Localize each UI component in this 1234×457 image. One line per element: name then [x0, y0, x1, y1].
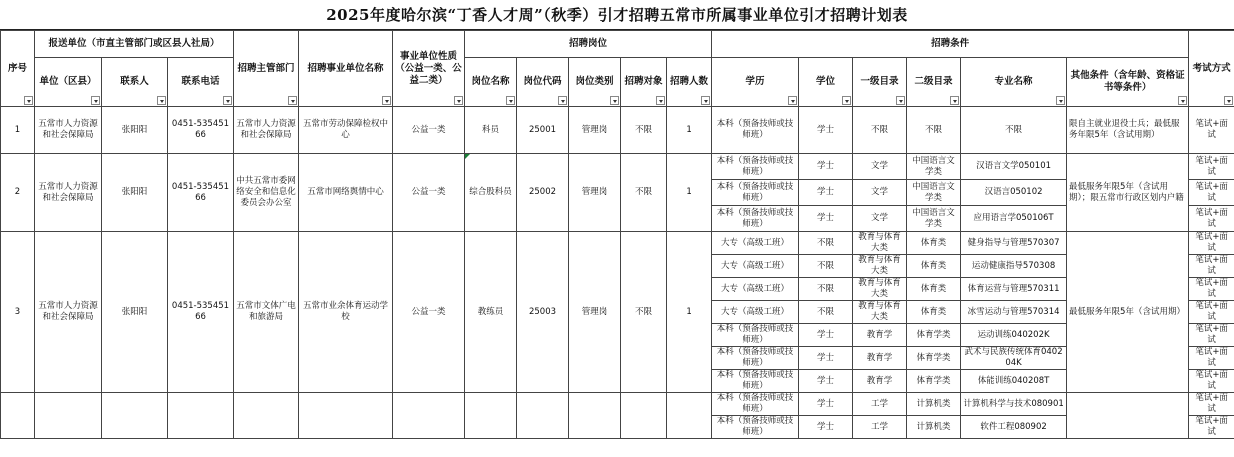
table-row	[1, 107, 1234, 154]
major-cell[interactable]: 运动训练040202K	[961, 324, 1067, 347]
major-cell[interactable]: 武术与民族传统体育040204K	[961, 347, 1067, 370]
edu-cell[interactable]: 本科（预备技师或技师班）	[712, 107, 799, 154]
header-dept: 招聘主管部门	[234, 31, 299, 107]
inst-cell[interactable]: 五常市网络舆情中心	[299, 154, 393, 232]
pos-type-cell[interactable]: 管理岗	[569, 107, 621, 154]
filter-dropdown-icon[interactable]	[896, 96, 905, 105]
header-inst: 招聘事业单位名称	[299, 31, 393, 107]
lvl1-cell[interactable]: 教育与体育大类	[853, 232, 907, 255]
filter-dropdown-icon[interactable]	[558, 96, 567, 105]
lvl1-cell[interactable]: 工学	[853, 416, 907, 439]
pos-type-cell[interactable]: 管理岗	[569, 154, 621, 232]
pos-name-cell[interactable]	[465, 393, 517, 439]
filter-dropdown-icon[interactable]	[91, 96, 100, 105]
dept-cell[interactable]: 中共五常市委网络安全和信息化委员会办公室	[234, 154, 299, 232]
sheet-title: 2025年度哈尔滨“丁香人才周”（秋季）引才招聘五常市所属事业单位引才招聘计划表	[0, 0, 1234, 30]
major-cell[interactable]: 计算机科学与技术080901	[961, 393, 1067, 416]
nature-cell[interactable]: 公益一类	[393, 154, 465, 232]
dept-cell[interactable]	[234, 393, 299, 439]
pos-code-cell[interactable]: 25003	[517, 232, 569, 393]
edu-cell[interactable]: 本科（预备技师或技师班）	[712, 347, 799, 370]
degree-cell[interactable]: 学士	[799, 206, 853, 232]
header-pos-name: 岗位名称	[465, 58, 517, 107]
header-lvl2: 二级目录	[907, 58, 961, 107]
target-cell[interactable]	[621, 393, 667, 439]
pos-type-cell[interactable]: 管理岗	[569, 232, 621, 393]
pos-code-cell[interactable]	[517, 393, 569, 439]
header-other: 其他条件（含年龄、资格证书等条件）	[1067, 58, 1189, 107]
header-pos-group: 招聘岗位	[465, 31, 712, 58]
filter-dropdown-icon[interactable]	[701, 96, 710, 105]
inst-cell[interactable]	[299, 393, 393, 439]
count-cell[interactable]: 1	[667, 107, 712, 154]
degree-cell[interactable]: 学士	[799, 347, 853, 370]
table-row	[1, 154, 1234, 180]
major-cell[interactable]: 不限	[961, 107, 1067, 154]
major-cell[interactable]: 应用语言学050106T	[961, 206, 1067, 232]
exam-cell[interactable]: 笔试+面试	[1189, 206, 1234, 232]
filter-dropdown-icon[interactable]	[656, 96, 665, 105]
header-seq: 序号	[1, 31, 35, 107]
contact-cell[interactable]: 张阳阳	[102, 232, 168, 393]
pos-name-cell[interactable]: 教练员	[465, 232, 517, 393]
seq-cell[interactable]: 1	[1, 107, 35, 154]
lvl2-cell[interactable]: 体育类	[907, 301, 961, 324]
exam-cell[interactable]: 笔试+面试	[1189, 154, 1234, 180]
table-row	[1, 393, 1234, 416]
lvl2-cell[interactable]: 体育类	[907, 255, 961, 278]
degree-cell[interactable]: 不限	[799, 278, 853, 301]
count-cell[interactable]	[667, 393, 712, 439]
seq-cell[interactable]: 2	[1, 154, 35, 232]
contact-cell[interactable]: 张阳阳	[102, 107, 168, 154]
exam-cell[interactable]: 笔试+面试	[1189, 107, 1234, 154]
major-cell[interactable]: 冰雪运动与管理570314	[961, 301, 1067, 324]
edu-cell[interactable]: 本科（预备技师或技师班）	[712, 324, 799, 347]
nature-cell[interactable]	[393, 393, 465, 439]
pos-type-cell[interactable]	[569, 393, 621, 439]
edu-cell[interactable]: 本科（预备技师或技师班）	[712, 416, 799, 439]
pos-code-cell[interactable]: 25001	[517, 107, 569, 154]
lvl2-cell[interactable]: 体育学类	[907, 324, 961, 347]
lvl2-cell[interactable]: 体育类	[907, 232, 961, 255]
filter-dropdown-icon[interactable]	[1178, 96, 1187, 105]
edu-cell[interactable]: 本科（预备技师或技师班）	[712, 370, 799, 393]
exam-cell[interactable]: 笔试+面试	[1189, 232, 1234, 255]
header-exam: 考试方式	[1189, 31, 1234, 107]
header-report-group: 报送单位（市直主管部门或区县人社局）	[35, 31, 234, 58]
header-phone: 联系电话	[168, 58, 234, 107]
exam-cell[interactable]: 笔试+面试	[1189, 416, 1234, 439]
filter-dropdown-icon[interactable]	[288, 96, 297, 105]
phone-cell[interactable]	[168, 393, 234, 439]
other-cell[interactable]: 最低服务年限5年（含试用期）	[1067, 232, 1189, 393]
filter-dropdown-icon[interactable]	[1224, 96, 1233, 105]
filter-dropdown-icon[interactable]	[506, 96, 515, 105]
unit-cell[interactable]: 五常市人力资源和社会保障局	[35, 107, 102, 154]
exam-cell[interactable]: 笔试+面试	[1189, 324, 1234, 347]
table-row	[1, 232, 1234, 255]
header-unit: 单位（区县）	[35, 58, 102, 107]
phone-cell[interactable]: 0451-53545166	[168, 154, 234, 232]
lvl1-cell[interactable]: 教育学	[853, 370, 907, 393]
filter-dropdown-icon[interactable]	[610, 96, 619, 105]
filter-dropdown-icon[interactable]	[1056, 96, 1065, 105]
header-count: 招聘人数	[667, 58, 712, 107]
count-cell[interactable]: 1	[667, 154, 712, 232]
table-body	[1, 107, 1234, 439]
unit-cell[interactable]: 五常市人力资源和社会保障局	[35, 232, 102, 393]
lvl1-cell[interactable]: 不限	[853, 107, 907, 154]
lvl2-cell[interactable]: 中国语言文学类	[907, 206, 961, 232]
major-cell[interactable]: 汉语言文学050101	[961, 154, 1067, 180]
contact-cell[interactable]: 张阳阳	[102, 154, 168, 232]
seq-cell[interactable]: 3	[1, 232, 35, 393]
degree-cell[interactable]: 学士	[799, 393, 853, 416]
recruitment-table	[0, 30, 1234, 439]
target-cell[interactable]: 不限	[621, 232, 667, 393]
lvl2-cell[interactable]: 体育类	[907, 278, 961, 301]
filter-dropdown-icon[interactable]	[223, 96, 232, 105]
header-pos-code: 岗位代码	[517, 58, 569, 107]
phone-cell[interactable]: 0451-53545166	[168, 232, 234, 393]
edu-cell[interactable]: 大专（高级工班）	[712, 301, 799, 324]
degree-cell[interactable]: 学士	[799, 370, 853, 393]
header-pos-type: 岗位类别	[569, 58, 621, 107]
inst-cell[interactable]: 五常市业余体育运动学校	[299, 232, 393, 393]
exam-cell[interactable]: 笔试+面试	[1189, 278, 1234, 301]
lvl2-cell[interactable]: 计算机类	[907, 416, 961, 439]
edu-cell[interactable]: 大专（高级工班）	[712, 278, 799, 301]
nature-cell[interactable]: 公益一类	[393, 232, 465, 393]
target-cell[interactable]: 不限	[621, 154, 667, 232]
degree-cell[interactable]: 学士	[799, 154, 853, 180]
degree-cell[interactable]: 学士	[799, 324, 853, 347]
target-cell[interactable]: 不限	[621, 107, 667, 154]
lvl1-cell[interactable]: 教育与体育大类	[853, 278, 907, 301]
other-cell[interactable]	[1067, 393, 1189, 439]
dept-cell[interactable]: 五常市文体广电和旅游局	[234, 232, 299, 393]
degree-cell[interactable]: 不限	[799, 232, 853, 255]
filter-dropdown-icon[interactable]	[157, 96, 166, 105]
lvl1-cell[interactable]: 教育与体育大类	[853, 255, 907, 278]
edu-cell[interactable]: 本科（预备技师或技师班）	[712, 154, 799, 180]
degree-cell[interactable]: 学士	[799, 180, 853, 206]
exam-cell[interactable]: 笔试+面试	[1189, 301, 1234, 324]
filter-dropdown-icon[interactable]	[24, 96, 33, 105]
major-cell[interactable]: 汉语言050102	[961, 180, 1067, 206]
other-cell[interactable]: 限自主就业退役士兵；最低服务年限5年（含试用期）	[1067, 107, 1189, 154]
dept-cell[interactable]: 五常市人力资源和社会保障局	[234, 107, 299, 154]
exam-cell[interactable]: 笔试+面试	[1189, 393, 1234, 416]
edu-cell[interactable]: 大专（高级工班）	[712, 255, 799, 278]
edu-cell[interactable]: 本科（预备技师或技师班）	[712, 206, 799, 232]
major-cell[interactable]: 健身指导与管理570307	[961, 232, 1067, 255]
exam-cell[interactable]: 笔试+面试	[1189, 347, 1234, 370]
major-cell[interactable]: 体能训练040208T	[961, 370, 1067, 393]
header-cond-group: 招聘条件	[712, 31, 1189, 58]
filter-dropdown-icon[interactable]	[382, 96, 391, 105]
edu-cell[interactable]: 大专（高级工班）	[712, 232, 799, 255]
nature-cell[interactable]: 公益一类	[393, 107, 465, 154]
contact-cell[interactable]	[102, 393, 168, 439]
pos-code-cell[interactable]: 25002	[517, 154, 569, 232]
filter-dropdown-icon[interactable]	[950, 96, 959, 105]
header-lvl1: 一级目录	[853, 58, 907, 107]
inst-cell[interactable]: 五常市劳动保障检权中心	[299, 107, 393, 154]
unit-cell[interactable]	[35, 393, 102, 439]
lvl1-cell[interactable]: 教育与体育大类	[853, 301, 907, 324]
header-contact: 联系人	[102, 58, 168, 107]
edu-cell[interactable]: 本科（预备技师或技师班）	[712, 180, 799, 206]
other-cell[interactable]: 最低服务年限5年（含试用期）；限五常市行政区划内户籍	[1067, 154, 1189, 232]
lvl2-cell[interactable]: 计算机类	[907, 393, 961, 416]
comment-marker-icon	[465, 154, 470, 159]
pos-name-cell[interactable]: 科员	[465, 107, 517, 154]
count-cell[interactable]: 1	[667, 232, 712, 393]
degree-cell[interactable]: 不限	[799, 301, 853, 324]
lvl2-cell[interactable]: 不限	[907, 107, 961, 154]
exam-cell[interactable]: 笔试+面试	[1189, 370, 1234, 393]
lvl2-cell[interactable]: 体育学类	[907, 370, 961, 393]
exam-cell[interactable]: 笔试+面试	[1189, 180, 1234, 206]
header-edu: 学历	[712, 58, 799, 107]
seq-cell[interactable]	[1, 393, 35, 439]
major-cell[interactable]: 体育运营与管理570311	[961, 278, 1067, 301]
pos-name-cell[interactable]: 综合股科员	[465, 154, 517, 232]
major-cell[interactable]: 软件工程080902	[961, 416, 1067, 439]
edu-cell[interactable]: 本科（预备技师或技师班）	[712, 393, 799, 416]
degree-cell[interactable]: 学士	[799, 107, 853, 154]
filter-dropdown-icon[interactable]	[454, 96, 463, 105]
lvl1-cell[interactable]: 工学	[853, 393, 907, 416]
header-degree: 学位	[799, 58, 853, 107]
major-cell[interactable]: 运动健康指导570308	[961, 255, 1067, 278]
lvl1-cell[interactable]: 文学	[853, 154, 907, 180]
filter-dropdown-icon[interactable]	[788, 96, 797, 105]
filter-dropdown-icon[interactable]	[842, 96, 851, 105]
exam-cell[interactable]: 笔试+面试	[1189, 255, 1234, 278]
unit-cell[interactable]: 五常市人力资源和社会保障局	[35, 154, 102, 232]
lvl1-cell[interactable]: 文学	[853, 180, 907, 206]
degree-cell[interactable]: 学士	[799, 416, 853, 439]
lvl1-cell[interactable]: 教育学	[853, 347, 907, 370]
header-target: 招聘对象	[621, 58, 667, 107]
phone-cell[interactable]: 0451-53545166	[168, 107, 234, 154]
header-major: 专业名称	[961, 58, 1067, 107]
header-nature: 事业单位性质（公益一类、公益二类）	[393, 31, 465, 107]
lvl2-cell[interactable]: 中国语言文学类	[907, 154, 961, 180]
lvl2-cell[interactable]: 体育学类	[907, 347, 961, 370]
degree-cell[interactable]: 不限	[799, 255, 853, 278]
lvl1-cell[interactable]: 文学	[853, 206, 907, 232]
lvl1-cell[interactable]: 教育学	[853, 324, 907, 347]
lvl2-cell[interactable]: 中国语言文学类	[907, 180, 961, 206]
